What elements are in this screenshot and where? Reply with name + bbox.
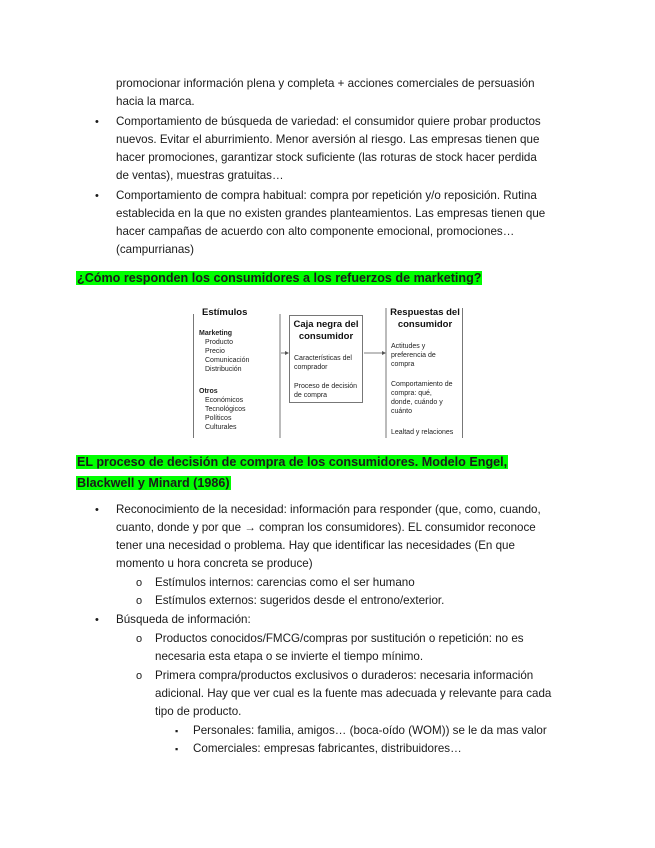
stimulus-item: Distribución (205, 366, 242, 373)
subsub-list-item: Personales: familia, amigos… (boca-oído (WOM)) se le da mas valor (193, 724, 547, 737)
subsub-bullet-symbol: ▪ (175, 726, 179, 736)
sub-bullet-symbol: o (136, 670, 143, 682)
section-heading (76, 268, 482, 288)
stimulus-item: Tecnológicos (205, 406, 246, 413)
sub-list-item: adicional. Hay que ver cual es la fuente mas adecuada y relevante para cada (155, 687, 552, 700)
black-box-title: consumidor (298, 331, 354, 342)
list-item-line: de ventas), muestras gratuitas… (116, 169, 284, 182)
stimulus-item: Comunicación (205, 357, 250, 364)
others-title: Otros (199, 388, 218, 395)
sub-bullet-symbol: o (136, 577, 143, 589)
bullet-symbol: • (95, 504, 99, 516)
heading-text: ¿Cómo responden los consumidores a los refuerzos de marketing? (77, 271, 482, 285)
consumer-response-diagram (193, 298, 463, 440)
subsub-bullet-symbol: ▪ (175, 744, 179, 754)
arrow-2-head (382, 351, 386, 355)
paragraph-line: hacia la marca. (116, 95, 195, 108)
bullet-symbol: • (95, 190, 99, 202)
list-item-line: Búsqueda de información: (116, 613, 251, 626)
list-item-line: Comportamiento de búsqueda de variedad: el consumidor quiere probar productos (116, 115, 541, 128)
subsub-list-item: Comerciales: empresas fabricantes, distribuidores… (193, 742, 462, 755)
list-item-line: tener una necesidad o problema. Hay que identificar las necesidades (En que (116, 539, 515, 552)
stimulus-item: Económicos (205, 397, 244, 404)
list-item-line: nuevos. Evitar el aburrimiento. Menor aversión al riesgo. Las empresas tienen que (116, 133, 540, 146)
list-item-line: hacer promociones, garantizar stock suficiente (las roturas de stock hacer perdida (116, 151, 537, 164)
response-item: preferencia de (391, 352, 436, 359)
heading-text: EL proceso de decisión de compra de los consumidores. Modelo Engel, (77, 455, 508, 469)
bullet-symbol: • (95, 116, 99, 128)
stimulus-item: Producto (205, 339, 234, 346)
response-item: Actitudes y (391, 343, 426, 350)
black-box-item: Proceso de decisión (294, 383, 358, 390)
paragraph-line: promocionar información plena y completa + acciones comerciales de persuasión (116, 77, 535, 90)
responses-title: consumidor (397, 319, 453, 330)
black-box-item: de compra (294, 392, 328, 399)
stimulus-item: Culturales (205, 424, 237, 431)
bullet-symbol: • (95, 614, 99, 626)
stimulus-item: Políticos (205, 415, 232, 422)
response-item: Lealtad y relaciones (391, 429, 454, 436)
arrow-1-head (285, 351, 289, 355)
sub-list-item: tipo de producto. (155, 705, 242, 718)
response-item: Comportamiento de (391, 381, 453, 388)
sub-list-item: Estímulos internos: carencias como el ser humano (155, 576, 415, 589)
sub-bullet-symbol: o (136, 595, 143, 607)
list-item-line: Comportamiento de compra habitual: compra por repetición y/o reposición. Rutina (116, 189, 537, 202)
response-item: cuánto (391, 408, 413, 415)
sub-list-item: Productos conocidos/FMCG/compras por sustitución o repetición: no es (155, 632, 524, 645)
list-item-line: establecida en la que no existen grandes planteamientos. Las empresas tienen que (116, 207, 546, 220)
list-item-line: hacer campañas de acuerdo con alto componente emocional, promociones… (116, 225, 515, 238)
stimuli-title: Estímulos (202, 307, 248, 318)
sub-list-item: necesaria esta etapa o se invierte el tiempo mínimo. (155, 650, 424, 663)
marketing-title: Marketing (199, 330, 233, 337)
responses-title: Respuestas del (390, 307, 460, 318)
black-box-item: comprador (294, 364, 328, 371)
list-item-line: Reconocimiento de la necesidad: información para responder (que, como, cuando, (116, 503, 541, 516)
response-item: compra: qué, (391, 390, 432, 397)
stimulus-item: Precio (205, 348, 225, 355)
sub-bullet-symbol: o (136, 633, 143, 645)
response-item: donde, cuándo y (391, 399, 443, 406)
list-item-line: momento u hora concreta se produce) (116, 557, 313, 570)
sub-list-item: Estímulos externos: sugeridos desde el entrono/exterior. (155, 594, 445, 607)
response-item: compra (391, 361, 415, 368)
section-heading (76, 473, 231, 493)
list-item-line: cuanto, donde y por que → compran los consumidores). EL consumidor reconoce (116, 521, 536, 534)
black-box-item: Características del (294, 355, 352, 362)
section-heading (76, 452, 508, 472)
heading-text: Blackwell y Minard (1986) (77, 476, 230, 490)
sub-list-item: Primera compra/productos exclusivos o duraderos: necesaria información (155, 669, 534, 682)
list-item-line: (campurrianas) (116, 243, 194, 256)
black-box-title: Caja negra del (293, 319, 359, 330)
